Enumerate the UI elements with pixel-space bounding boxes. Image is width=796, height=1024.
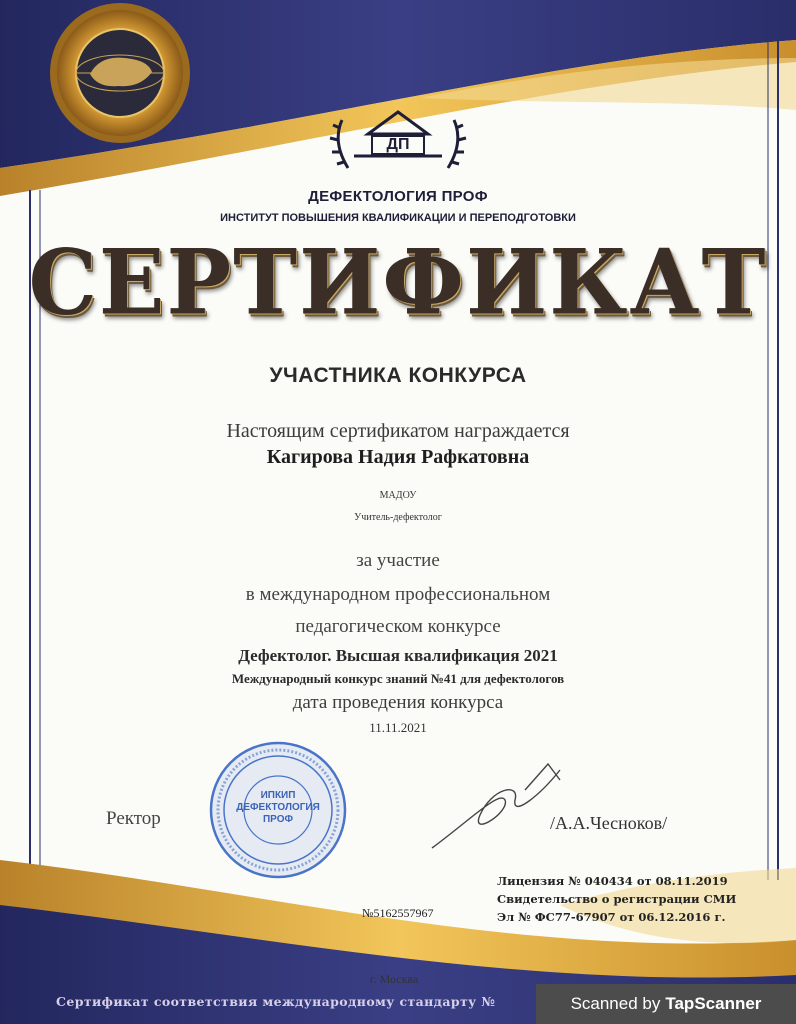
rector-label: Ректор: [106, 808, 161, 829]
license-line3: Эл № ФС77-67907 от 06.12.2016 г.: [497, 910, 726, 924]
license-line2: Свидетельство о регистрации СМИ: [497, 892, 737, 906]
license-block: [497, 872, 736, 926]
stamp-line2: ДЕФЕКТОЛОГИЯ: [236, 802, 320, 813]
contest-date: 11.11.2021: [369, 720, 427, 735]
rector-name: /А.А.Чесноков/: [550, 813, 668, 833]
award-reason-line3: педагогическом конкурсе: [295, 616, 501, 637]
contest-name: Международный конкурс знаний №41 для дефектологов: [231, 671, 565, 686]
scanner-brand: TapScanner: [665, 994, 762, 1013]
organization-subtitle: ИНСТИТУТ ПОВЫШЕНИЯ КВАЛИФИКАЦИИ И ПЕРЕПОДГОТОВКИ: [220, 212, 576, 224]
event-name: Дефектолог. Высшая квалификация 2021: [238, 646, 558, 665]
footer-standard: Сертификат соответствия международному стандарту №: [56, 994, 496, 1009]
date-label: дата проведения конкурса: [292, 692, 504, 713]
city: г. Москва: [370, 972, 419, 986]
awarded-text: Настоящим сертификатом награждается: [226, 420, 570, 442]
license-line1: Лицензия № 040434 от 08.11.2019: [497, 874, 728, 888]
certificate-subtitle: УЧАСТНИКА КОНКУРСА: [269, 364, 527, 387]
organization-name: ДЕФЕКТОЛОГИЯ ПРОФ: [308, 188, 488, 205]
position: Учитель-дефектолог: [354, 512, 442, 523]
certificate-number: №5162557967: [362, 906, 434, 920]
stamp-line1: ИПКИП: [260, 790, 296, 801]
stamp-line3: ПРОФ: [262, 814, 294, 825]
institution: МАДОУ: [379, 490, 417, 501]
recipient-name: Кагирова Надия Рафкатовна: [266, 446, 530, 468]
official-stamp: [208, 740, 348, 880]
award-reason-line2: в международном профессиональном: [245, 584, 551, 605]
scanner-prefix: Scanned by: [570, 994, 661, 1013]
scanner-watermark: [536, 984, 796, 1024]
certificate-title: СЕРТИФИКАТ: [28, 229, 768, 336]
award-reason-line1: за участие: [356, 550, 440, 571]
emblem-letters: ДП: [386, 136, 410, 153]
